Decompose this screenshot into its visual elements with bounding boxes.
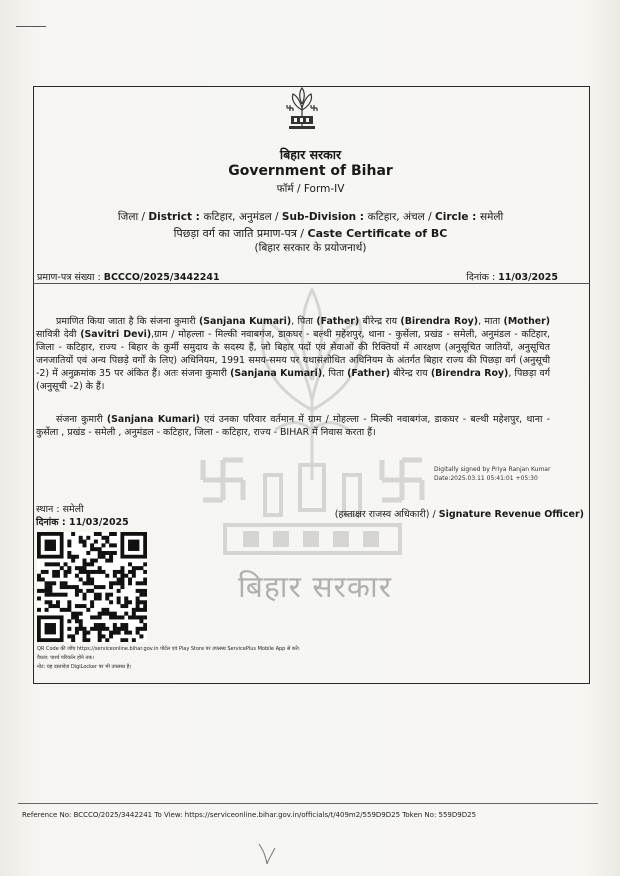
digital-sign-date: Date:2025.03.11 05:41:01 +05:30: [434, 475, 538, 482]
certificate-purpose: (बिहार सरकार के प्रयोजनार्थ): [254, 242, 367, 254]
govt-english-title: Government of Bihar: [228, 163, 393, 179]
scan-scribble: [255, 840, 279, 868]
digital-signer: Digitally signed by Priya Ranjan Kumar: [434, 466, 551, 473]
qr-code[interactable]: [37, 532, 147, 642]
header-divider: [33, 283, 590, 284]
issue-place: स्थान : समेली: [36, 504, 84, 515]
certificate-title: पिछड़ा वर्ग का जाति प्रमाण-पत्र / Caste Certificate of BC: [173, 227, 448, 240]
location-line: जिला / District : कटिहार, अनुमंडल / Sub-Division : कटिहार, अंचल / Circle : समेली: [117, 211, 504, 223]
govt-hindi-title: बिहार सरकार: [279, 147, 342, 162]
certificate-number: प्रमाण-पत्र संख्या : BCCCO/2025/3442241: [37, 272, 220, 283]
reference-line: Reference No: BCCCO/2025/3442241 To View: https://serviceonline.bihar.gov.in/officials/t/409m2/559D9D25 Token No: 559D9D25: [22, 811, 477, 819]
form-label: फॉर्म / Form-IV: [276, 183, 345, 195]
residence-paragraph: संजना कुमारी (Sanjana Kumari) एवं उनका परिवार वर्तमान में ग्राम / मोहल्ला - मिल्की नवाबगंज, डाकघर - बल्थी महेशपुर, थाना - कुर्सेला , प्रखंड - समेली , अनुमंडल - कटिहार, जिला - कटिहार, राज्य - BIHAR में निवास करता हैं।: [36, 414, 550, 439]
watermark-text: बिहार सरकार: [237, 570, 393, 605]
digital-signature-block: [434, 465, 550, 483]
bihar-emblem-icon: [275, 86, 329, 134]
signature-label: (हस्ताक्षर राजस्व अधिकारी) / Signature Revenue Officer): [334, 509, 584, 520]
certification-paragraph: प्रमाणित किया जाता है कि संजना कुमारी (Sanjana Kumari), पिता (Father) बीरेन्द्र राय (Birendra Roy), माता (Mother) सावित्री देवी (Savitri Devi),ग्राम / मोहल्ला - मिल्की नवाबगंज, डाकघर - बल्थी महेशपुर, थाना - कुर्सेला, प्रखंड - समेली, अनुमंडल - कटिहार, जिला - कटिहार, राज्य - बिहार के कुर्मी समुदाय के सदस्य हैं, जो बिहार पदों एवं सेवाओं की रिक्तियों में आरक्षण (अनुसूचित जातियों, अनुसूचित जनजातियों एवं अन्य पिछड़े वर्गों के लिए) अधिनियम, 1991 समय-समय पर यथासंशोधित अधिनियम के अंतर्गत बिहार राज्य की पिछड़ा वर्ग (अनुसूची -2) में अनुक्रमांक 35 पर अंकित हैं। अतः संजना कुमारी (Sanjana Kumari), पिता (Father) बीरेन्द्र राय (Birendra Roy), पिछड़ा वर्ग (अनुसूची -2) के हैं।: [36, 316, 551, 393]
issue-date: दिनांक : 11/03/2025: [36, 517, 129, 528]
footer-divider: [18, 803, 598, 804]
digilocker-note: नोट: यह दस्तावेज़ DigiLocker पर भी उपलब्ध है।: [37, 664, 132, 670]
validity-note: वैधता: पार्श्व परिवर्तन होने तक।: [37, 655, 94, 661]
scan-mark: [16, 26, 46, 27]
certificate-date: दिनांक : 11/03/2025: [466, 272, 558, 283]
qr-verify-note: QR Code की जाँच https://serviceonline.bihar.gov.in पोर्टल एवं Play Store पर उपलब्ध ServicePlus Mobile App से करें।: [37, 646, 300, 652]
